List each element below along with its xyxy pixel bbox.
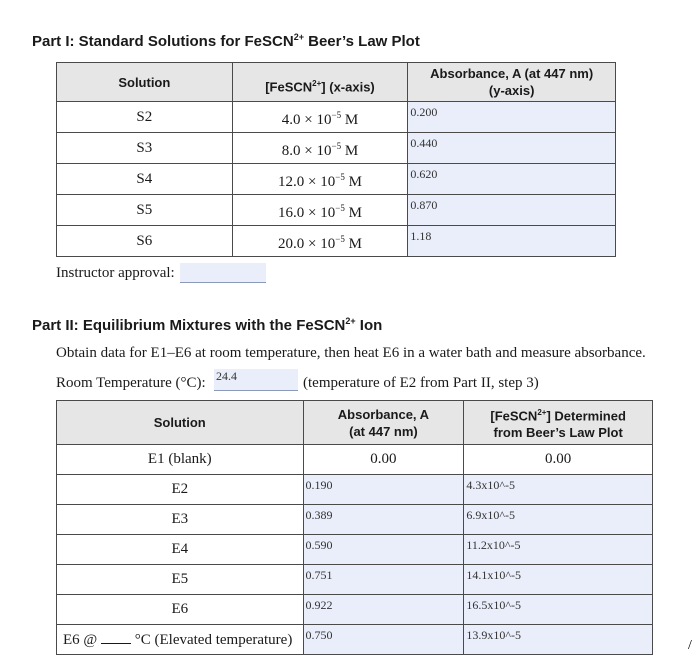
part1-heading: Part I: Standard Solutions for FeSCN$^{2+}$ Beer’s Law Plot <box>32 32 420 50</box>
table-header-row <box>57 401 653 445</box>
instructor-approval-field[interactable] <box>180 263 266 283</box>
solution-cell: S5 <box>57 195 233 226</box>
elevated-temperature-blank[interactable] <box>101 630 131 644</box>
concentration-cell: $16.0 \times 10^{-5}$ M <box>232 195 408 226</box>
solution-cell: E3 <box>57 505 304 535</box>
col-header-absorbance: Absorbance, A (at 447 nm) (y-axis) <box>408 63 616 102</box>
concentration-input[interactable]: 13.9x10^-5 <box>464 625 653 655</box>
instructor-approval-label: Instructor approval: <box>56 265 175 281</box>
col-header-absorbance: Absorbance, A (at 447 nm) <box>303 401 464 445</box>
col-header-determined-concentration: [FeSCN$^{2+}$] Determined from Beer’s Law Plot <box>464 401 653 445</box>
table-row <box>57 475 653 505</box>
concentration-cell: $12.0 \times 10^{-5}$ M <box>232 164 408 195</box>
table-row <box>57 595 653 625</box>
absorbance-input[interactable]: 0.389 <box>303 505 464 535</box>
equilibrium-mixtures-table <box>56 400 653 655</box>
table-row <box>57 505 653 535</box>
part2-heading: Part II: Equilibrium Mixtures with the FeSCN$^{2+}$ Ion <box>32 316 383 334</box>
part2-instructions: Obtain data for E1–E6 at room temperature, then heat E6 in a water bath and measure absorbance. <box>56 345 646 361</box>
concentration-cell: $8.0 \times 10^{-5}$ M <box>232 133 408 164</box>
absorbance-input[interactable]: 0.190 <box>303 475 464 505</box>
solution-cell: S4 <box>57 164 233 195</box>
col-header-solution: Solution <box>57 63 233 102</box>
page-edge-mark: / <box>688 638 692 653</box>
table-row <box>57 164 616 195</box>
table-row <box>57 226 616 257</box>
solution-cell: E1 (blank) <box>57 445 304 475</box>
table-row <box>57 565 653 595</box>
table-row <box>57 195 616 226</box>
concentration-cell: $4.0 \times 10^{-5}$ M <box>232 102 408 133</box>
solution-cell: S2 <box>57 102 233 133</box>
concentration-cell: $20.0 \times 10^{-5}$ M <box>232 226 408 257</box>
concentration-input[interactable]: 4.3x10^-5 <box>464 475 653 505</box>
table-row-blank <box>57 445 653 475</box>
solution-cell: E2 <box>57 475 304 505</box>
absorbance-input[interactable]: 0.620 <box>408 164 616 195</box>
solution-cell: S3 <box>57 133 233 164</box>
absorbance-input[interactable]: 0.750 <box>303 625 464 655</box>
room-temperature-field[interactable]: 24.4 <box>214 369 298 391</box>
solution-cell: S6 <box>57 226 233 257</box>
concentration-input[interactable]: 16.5x10^-5 <box>464 595 653 625</box>
solution-cell: E5 <box>57 565 304 595</box>
col-header-concentration: [FeSCN$^{2+}$] (x-axis) <box>232 63 408 102</box>
absorbance-input[interactable]: 0.590 <box>303 535 464 565</box>
room-temperature-label: Room Temperature (°C): <box>56 375 206 391</box>
absorbance-input[interactable]: 0.870 <box>408 195 616 226</box>
absorbance-input[interactable]: 0.440 <box>408 133 616 164</box>
solution-cell: E4 <box>57 535 304 565</box>
concentration-cell: 0.00 <box>464 445 653 475</box>
concentration-input[interactable]: 11.2x10^-5 <box>464 535 653 565</box>
solution-cell: E6 <box>57 595 304 625</box>
absorbance-cell: 0.00 <box>303 445 464 475</box>
absorbance-input[interactable]: 0.751 <box>303 565 464 595</box>
table-header-row <box>57 63 616 102</box>
concentration-input[interactable]: 14.1x10^-5 <box>464 565 653 595</box>
standard-solutions-table <box>56 62 616 257</box>
absorbance-input[interactable]: 1.18 <box>408 226 616 257</box>
table-row <box>57 535 653 565</box>
absorbance-input[interactable]: 0.922 <box>303 595 464 625</box>
solution-cell-elevated: E6 @ °C (Elevated temperature) <box>57 625 304 655</box>
table-row <box>57 102 616 133</box>
room-temperature-note: (temperature of E2 from Part II, step 3) <box>303 375 539 391</box>
col-header-solution: Solution <box>57 401 304 445</box>
table-row <box>57 133 616 164</box>
table-row-elevated <box>57 625 653 655</box>
absorbance-input[interactable]: 0.200 <box>408 102 616 133</box>
concentration-input[interactable]: 6.9x10^-5 <box>464 505 653 535</box>
